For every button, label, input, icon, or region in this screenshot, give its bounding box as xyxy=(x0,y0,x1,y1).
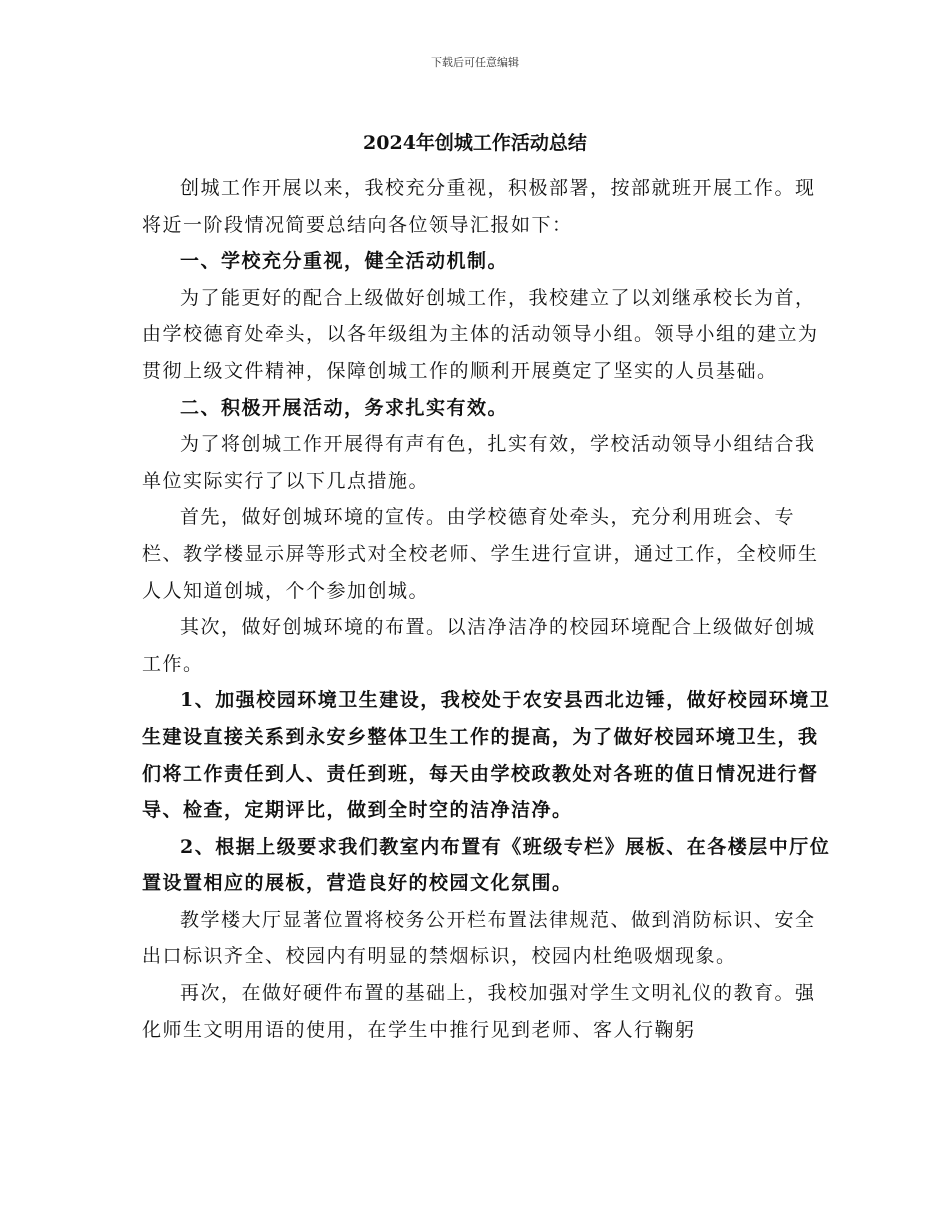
section-heading-1: 一、学校充分重视，健全活动机制。 xyxy=(180,250,509,273)
measure-first-paragraph: 首先，做好创城环境的宣传。由学校德育处牵头，充分利用班会、专栏、教学楼显示屏等形式对全校老师、学生进行宣讲，通过工作，全校师生人人知道创城，个个参加创城。 xyxy=(142,506,819,602)
section-2-intro-paragraph: 为了将创城工作开展得有声有色，扎实有效，学校活动领导小组结合我单位实际实行了以下几点措施。 xyxy=(142,433,816,492)
section-1-paragraph: 为了能更好的配合上级做好创城工作，我校建立了以刘继承校长为首，由学校德育处牵头，以各年级组为主体的活动领导小组。领导小组的建立为贯彻上级文件精神，保障创城工作的顺利开展奠定了坚实的人员基础。 xyxy=(142,286,819,382)
lobby-paragraph: 教学楼大厅显著位置将校务公开栏布置法律规范、做到消防标识、安全出口标识齐全、校园内有明显的禁烟标识，校园内杜绝吸烟现象。 xyxy=(142,908,816,968)
section-heading-2: 二、积极开展活动，务求扎实有效。 xyxy=(180,396,509,419)
measure-second-paragraph: 其次，做好创城环境的布置。以洁净洁净的校园环境配合上级做好创城工作。 xyxy=(142,616,816,675)
measure-third-paragraph: 再次，在做好硬件布置的基础上，我校加强对学生文明礼仪的教育。强化师生文明用语的使用，在学生中推行见到老师、客人行鞠躬 xyxy=(142,982,816,1041)
document-body xyxy=(142,170,832,1048)
measure-item-2-paragraph: 2、根据上级要求我们教室内布置有《班级专栏》展板、在各楼层中厅位置设置相应的展板，营造良好的校园文化氛围。 xyxy=(142,835,831,895)
measure-item-1-paragraph: 1、加强校园环境卫生建设，我校处于农安县西北边锤，做好校园环境卫生建设直接关系到永安乡整体卫生工作的提高，为了做好校园环境卫生，我们将工作责任到人、责任到班，每天由学校政教处对各班的值日情况进行督导、检查，定期评比，做到全时空的洁净洁净。 xyxy=(142,689,831,822)
document-title: 2024年创城工作活动总结 xyxy=(363,132,587,154)
page-header-note: 下载后可任意编辑 xyxy=(431,56,519,69)
intro-paragraph: 创城工作开展以来，我校充分重视，积极部署，按部就班开展工作。现将近一阶段情况简要总结向各位领导汇报如下： xyxy=(142,177,816,236)
